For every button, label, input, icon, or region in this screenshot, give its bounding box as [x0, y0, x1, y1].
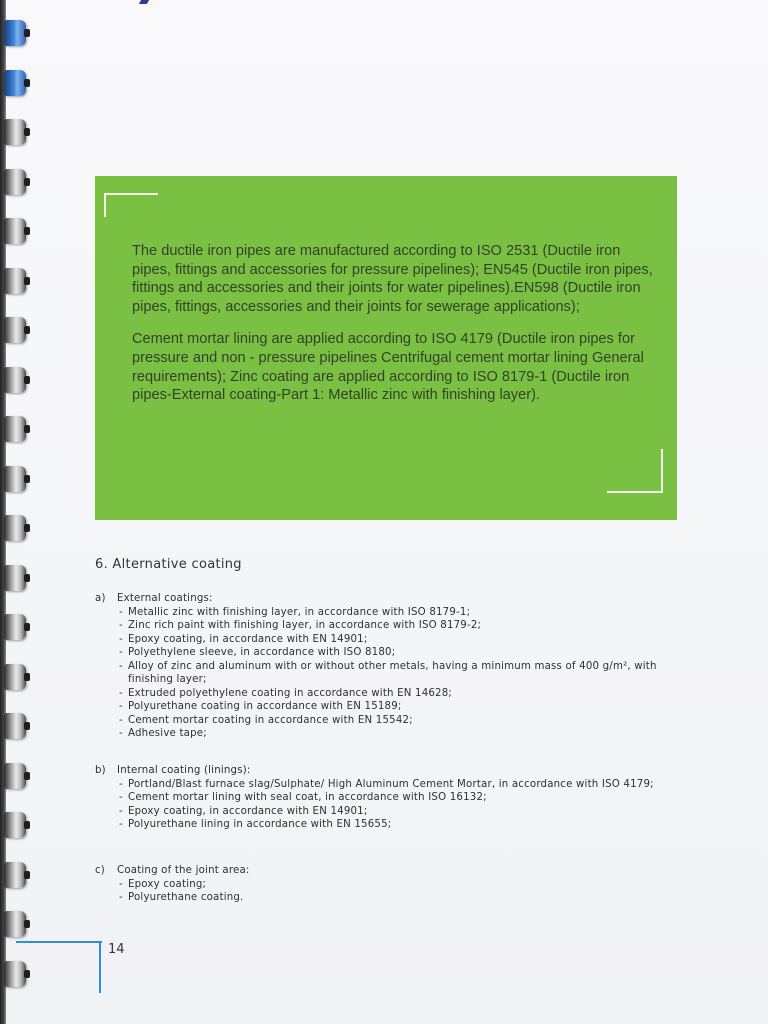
binding-ring	[4, 664, 26, 690]
binding-ring	[4, 317, 26, 343]
spiral-binding	[0, 0, 36, 1024]
binding-ring	[4, 416, 26, 442]
binding-ring	[4, 119, 26, 145]
list-item: - Alloy of zinc and aluminum with or without other metals, having a minimum mass of 400 g/m², with finishing layer;	[119, 660, 657, 685]
group-title: Internal coating (linings):	[117, 765, 251, 776]
list-item: - Extruded polyethylene coating in accordance with EN 14628;	[119, 687, 453, 699]
section-title: 6. Alternative coating	[95, 557, 242, 572]
group-title: External coatings:	[117, 593, 213, 604]
group-label: b)	[95, 765, 106, 776]
standards-paragraph-pipes: The ductile iron pipes are manufactured according to ISO 2531 (Ductile iron pipes, fittings and accessories for pressure pipelines); EN545 (Ductile iron pipes, fittings and accessories and their joints for water pipelines).EN598 (Ductile iron pipes, fittings, accessories and their joints for sewerage applications);	[132, 243, 653, 315]
list-item: - Cement mortar coating in accordance with EN 15542;	[119, 714, 413, 726]
list-item: - Polyurethane coating in accordance with EN 15189;	[119, 701, 402, 712]
list-item: - Zinc rich paint with finishing layer, in accordance with ISO 8179-2;	[119, 620, 482, 631]
coating-list	[95, 606, 695, 741]
group-title: Coating of the joint area:	[117, 865, 250, 876]
standards-info-box	[95, 176, 677, 520]
binding-ring	[4, 614, 26, 640]
footer-divider	[99, 941, 101, 993]
page-number: 14	[108, 942, 125, 957]
list-item: - Epoxy coating;	[119, 878, 207, 890]
group-heading	[95, 864, 695, 878]
coating-list	[95, 778, 695, 832]
list-item: - Polyethylene sleeve, in accordance with ISO 8180;	[119, 647, 396, 658]
binding-ring	[4, 466, 26, 492]
binding-ring	[4, 169, 26, 195]
group-label: a)	[95, 593, 106, 604]
binding-ring	[4, 20, 26, 46]
top-edge-mark	[139, 0, 149, 4]
group-external-coatings	[95, 592, 695, 741]
group-joint-area-coating	[95, 864, 695, 905]
list-item: - Portland/Blast furnace slag/Sulphate/ High Aluminum Cement Mortar, in accordance with ISO 4179;	[119, 778, 654, 790]
binding-ring	[4, 565, 26, 591]
binding-ring	[4, 812, 26, 838]
binding-ring	[4, 70, 26, 96]
list-item: - Epoxy coating, in accordance with EN 14901;	[119, 805, 368, 817]
list-item: - Polyurethane coating.	[119, 892, 244, 903]
binding-ring	[4, 515, 26, 541]
binding-ring	[4, 862, 26, 888]
list-item: - Cement mortar lining with seal coat, in accordance with ISO 16132;	[119, 792, 487, 803]
group-internal-coating	[95, 764, 695, 832]
corner-bracket-top-left	[104, 193, 158, 217]
group-heading	[95, 764, 695, 778]
list-item: - Epoxy coating, in accordance with EN 14901;	[119, 633, 368, 645]
group-label: c)	[95, 865, 105, 876]
coating-list	[95, 878, 695, 905]
binding-ring	[4, 961, 26, 987]
footer-rule	[16, 941, 102, 943]
group-heading	[95, 592, 695, 606]
list-item: - Metallic zinc with finishing layer, in accordance with ISO 8179-1;	[119, 606, 471, 618]
binding-ring	[4, 268, 26, 294]
binding-ring	[4, 367, 26, 393]
binding-ring	[4, 763, 26, 789]
standards-text	[132, 242, 660, 419]
corner-bracket-bottom-right	[607, 449, 663, 493]
binding-ring	[4, 218, 26, 244]
list-item: - Polyurethane lining in accordance with EN 15655;	[119, 819, 392, 830]
binding-ring	[4, 713, 26, 739]
standards-paragraph-linings: Cement mortar lining are applied according to ISO 4179 (Ductile iron pipes for pressure and non - pressure pipelines Centrifugal cement mortar lining General requirements); Zinc coating are applied according to ISO 8179-1 (Ductile iron pipes-External coating-Part 1: Metallic zinc with finishing layer).	[132, 331, 644, 404]
list-item: - Adhesive tape;	[119, 728, 207, 739]
binding-ring	[4, 911, 26, 937]
